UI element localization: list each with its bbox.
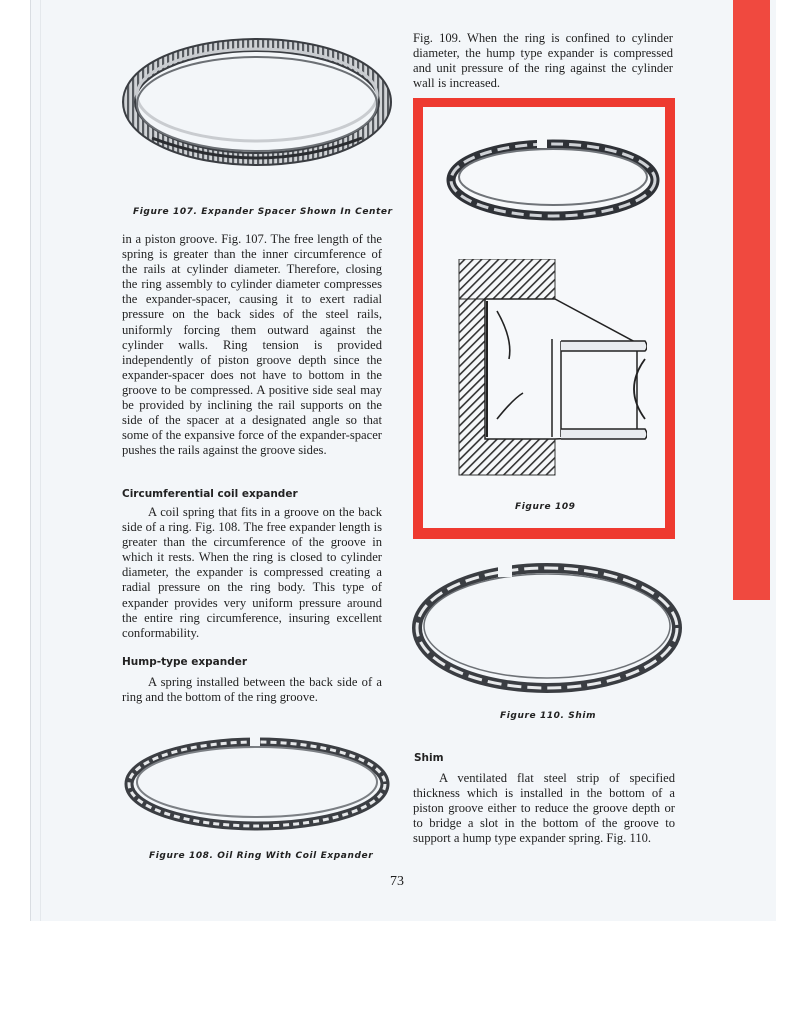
hump-type-expander-heading: Hump-type expander xyxy=(122,656,248,668)
hump-type-expander-paragraph: A spring installed between the back side of a ring and the bottom of the ring groove. xyxy=(122,675,382,705)
figure-108-caption: Figure 108. Oil Ring With Coil Expander xyxy=(149,851,374,861)
figure-109-caption: Figure 109 xyxy=(515,502,576,512)
page-number: 73 xyxy=(390,874,404,889)
figure-109-description-paragraph: Fig. 109. When the ring is confined to cylinder diameter, the hump type expander is compressed and unit pressure of the ring against the cylinder wall is increased. xyxy=(413,31,673,91)
figure-110-shim-image xyxy=(412,558,682,698)
figure-110-caption: Figure 110. Shim xyxy=(500,711,597,721)
figure-109-cross-section-diagram xyxy=(447,259,647,479)
figure-108-oil-ring-image xyxy=(124,734,390,834)
shim-heading: Shim xyxy=(414,752,444,764)
figure-109-panel xyxy=(423,107,665,528)
figure-109-hump-ring-image xyxy=(445,135,661,225)
figure-107-expander-spacer-image xyxy=(122,38,392,166)
expander-spacer-paragraph: in a piston groove. Fig. 107. The free length of the spring is greater than the inner circumference of the rails at cylinder diameter. Therefore, closing the ring assembly to cylinder diameter compresses the expander-spacer, causing it to exert radial pressure on the back sides of the steel rails, uniformly forcing them outward against the cylinder walls. Ring tension is provided independently of piston groove depth since the expander-spacer does not have to bottom in the groove to be compressed. A positive side seal may be provided by inclining the rail supports on the side of the spacer at a designated angle so that some of the expansive force of the expander-spacer pushes the rails against the groove sides. xyxy=(122,232,382,458)
page-edge-line xyxy=(40,0,41,921)
red-margin-bar xyxy=(733,0,770,600)
figure-109-red-frame xyxy=(413,98,675,539)
circumferential-coil-expander-heading: Circumferential coil expander xyxy=(122,488,298,500)
shim-paragraph: A ventilated flat steel strip of specified thickness which is installed in the bottom of a piston groove either to reduce the groove depth or to bridge a slot in the bottom of the groove to support a hump type expander spring. Fig. 110. xyxy=(413,771,675,846)
circumferential-coil-expander-paragraph: A coil spring that fits in a groove on the back side of a ring. Fig. 108. The free expander length is greater than the circumference of the groove in which it rests. When the ring is closed to cylinder diameter, the expander is compressed creating a radial pressure on the ring body. This type of expander provides very uniform pressure around the entire ring circumference, insuring excellent conformability. xyxy=(122,505,382,640)
figure-107-caption: Figure 107. Expander Spacer Shown In Center xyxy=(133,207,393,217)
